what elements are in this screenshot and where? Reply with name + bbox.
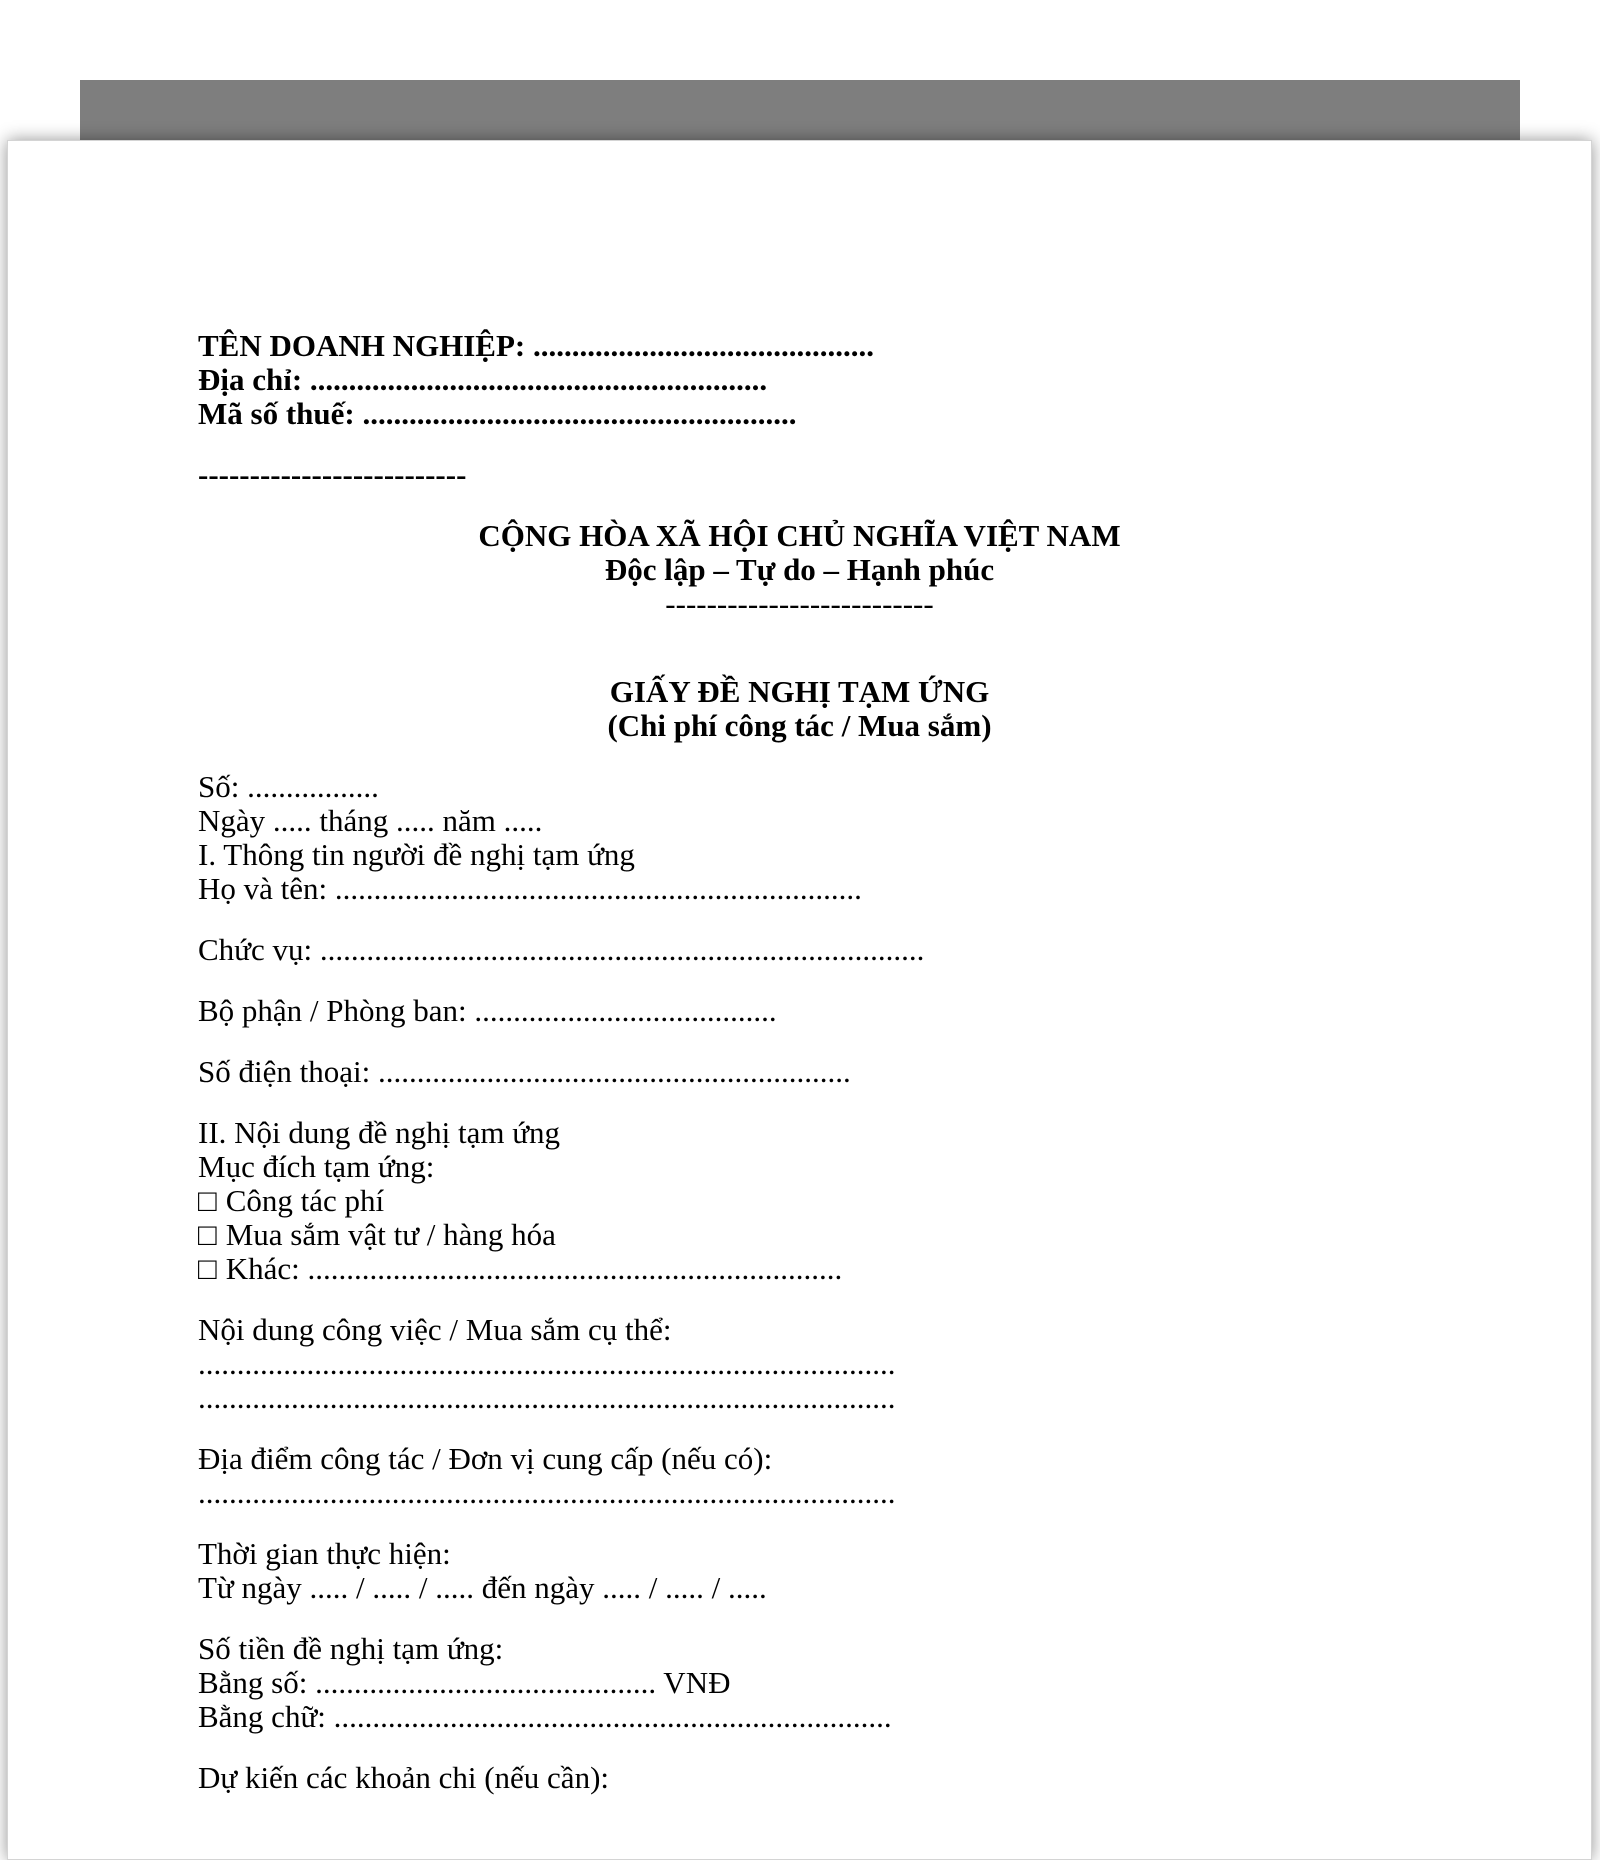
document-date-line: Ngày ..... tháng ..... năm ..... — [198, 803, 543, 838]
national-motto-line2: Độc lập – Tự do – Hạnh phúc — [604, 552, 995, 587]
time-heading: Thời gian thực hiện: — [198, 1536, 451, 1571]
national-motto-line1: CỘNG HÒA XÃ HỘI CHỦ NGHĨA VIỆT NAM — [478, 518, 1121, 553]
department-line: Bộ phận / Phòng ban: ....................................... — [198, 993, 777, 1028]
national-motto-separator: -------------------------- — [665, 586, 934, 621]
amount-heading: Số tiền đề nghị tạm ứng: — [198, 1631, 504, 1666]
checkbox-icon: □ — [198, 1251, 217, 1286]
work-content-heading: Nội dung công việc / Mua sắm cụ thể: — [198, 1312, 672, 1347]
document-title: GIẤY ĐỀ NGHỊ TẠM ỨNG — [609, 674, 990, 709]
purpose-option-other — [198, 1252, 1401, 1286]
work-content-dotted-line-2: .......................................................................................... — [198, 1380, 896, 1415]
purpose-heading: Mục đích tạm ứng: — [198, 1149, 435, 1184]
purpose-option-business-trip — [198, 1184, 1401, 1218]
document-subtitle: (Chi phí công tác / Mua sắm) — [607, 708, 992, 743]
expense-plan-heading: Dự kiến các khoản chi (nếu cần): — [198, 1760, 610, 1795]
fullname-line: Họ và tên: .................................................................... — [198, 871, 862, 906]
amount-words-line: Bằng chữ: ........................................................................ — [198, 1699, 892, 1734]
purpose-option-label: Công tác phí — [225, 1183, 385, 1218]
purpose-option-label: Mua sắm vật tư / hàng hóa — [225, 1217, 556, 1252]
company-name-line: TÊN DOANH NGHIỆP: ............................................ — [198, 328, 874, 363]
section1-heading: I. Thông tin người đề nghị tạm ứng — [198, 837, 635, 872]
company-address-line: Địa chỉ: ........................................................... — [198, 362, 768, 397]
purpose-option-purchase — [198, 1218, 1401, 1252]
position-line: Chức vụ: .............................................................................. — [198, 932, 925, 967]
document-page — [7, 140, 1592, 1860]
amount-number-line: Bằng số: ............................................ VNĐ — [198, 1665, 731, 1700]
company-tax-line: Mã số thuế: ........................................................ — [198, 396, 797, 431]
location-dotted-line: .......................................................................................... — [198, 1475, 896, 1510]
time-range-line: Từ ngày ..... / ..... / ..... đến ngày ..... / ..... / ..... — [198, 1570, 767, 1605]
section2-heading: II. Nội dung đề nghị tạm ứng — [198, 1115, 561, 1150]
location-heading: Địa điểm công tác / Đơn vị cung cấp (nếu có): — [198, 1441, 773, 1476]
checkbox-icon: □ — [198, 1183, 217, 1218]
phone-line: Số điện thoại: ............................................................. — [198, 1054, 851, 1089]
company-separator: -------------------------- — [198, 457, 467, 492]
work-content-dotted-line-1: .......................................................................................... — [198, 1346, 896, 1381]
checkbox-icon: □ — [198, 1217, 217, 1252]
purpose-option-label: Khác: ..................................................................... — [225, 1251, 843, 1286]
document-number-line: Số: ................. — [198, 769, 379, 804]
